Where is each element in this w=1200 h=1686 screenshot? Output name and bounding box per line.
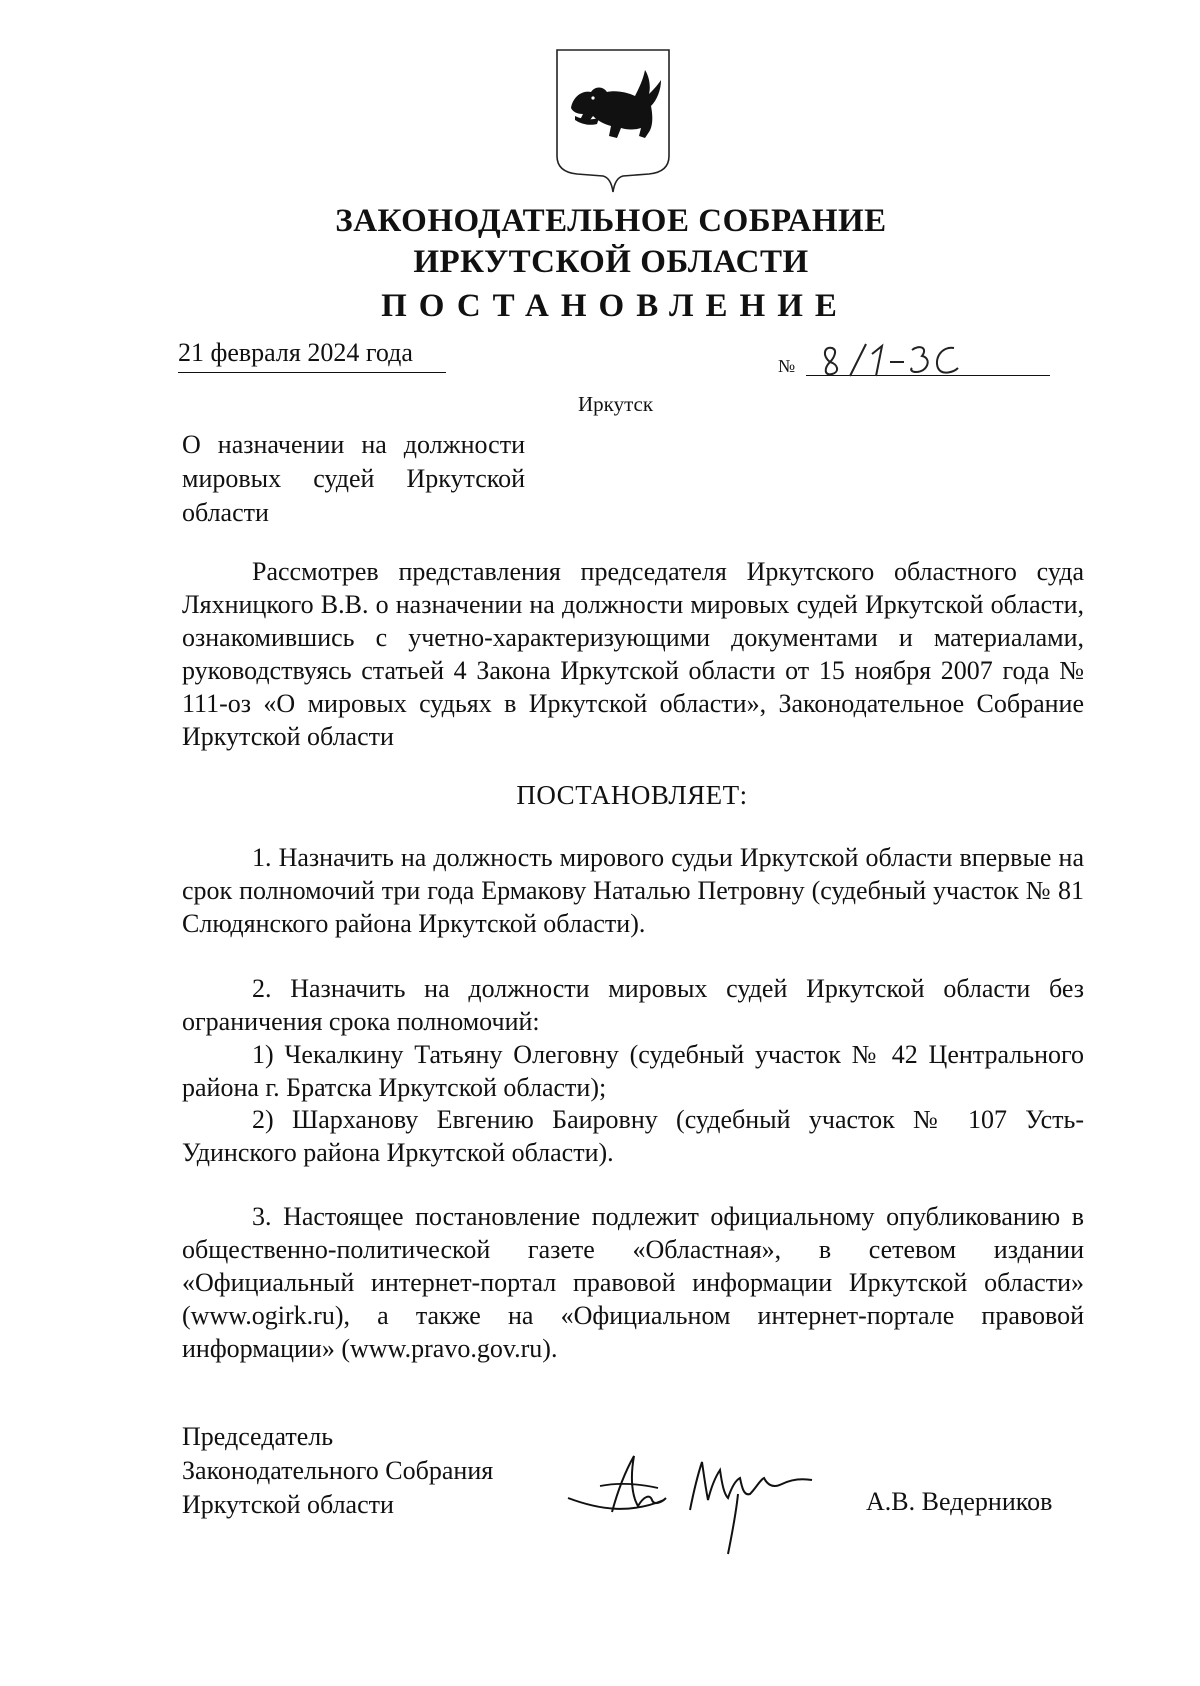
org-name-line2: ИРКУТСКОЙ ОБЛАСТИ bbox=[413, 244, 809, 280]
document-subject: О назначении на должности мировых судей Иркутской области bbox=[182, 430, 525, 527]
signer-title-line1: Председатель bbox=[182, 1422, 334, 1451]
decree-heading: ПОСТАНОВЛЯЕТ: bbox=[516, 780, 748, 810]
signer-title bbox=[182, 1420, 542, 1522]
paragraph-3: 3. Настоящее постановление подлежит официальному опубликованию в общественно-политической газете «Областная», в сетевом издании «Официальный интернет-портал правовой информации Иркутской области» (www.ogirk.ru), а также на «Официальном интернет-портале правовой информации» (www.pravo.gov.ru). bbox=[182, 1202, 1084, 1363]
document-date: 21 февраля 2024 года bbox=[178, 338, 446, 373]
intro-paragraph: Рассмотрев представления председателя Иркутского областного суда Ляхницкого В.В. о назначении на должности мировых судей Иркутской области, ознакомившись с учетно-характеризующими документами и материалами, руководствуясь статьей 4 Закона Иркутской области от 15 ноября 2007 года № 111-оз «О мировых судьях в Иркутской области», Законодательное Собрание Иркутской области bbox=[182, 557, 1084, 751]
paragraph-2: 2. Назначить на должности мировых судей Иркутской области без ограничения срока полномочий: bbox=[182, 974, 1084, 1036]
number-label: № bbox=[778, 356, 796, 376]
city-label: Иркутск bbox=[578, 392, 654, 416]
paragraph-1: 1. Назначить на должность мирового судьи Иркутской области впервые на срок полномочий три года Ермакову Наталью Петровну (судебный участок № 81 Слюдянского района Иркутской области). bbox=[182, 843, 1084, 938]
irkutsk-coat-of-arms-icon bbox=[553, 46, 673, 196]
signer-name: А.В. Ведерников bbox=[866, 1487, 1053, 1516]
document-type: ПОСТАНОВЛЕНИЕ bbox=[381, 288, 849, 324]
paragraph-2-item-1: 1) Чекалкину Татьяну Олеговну (судебный участок № 42 Центрального района г. Братска Иркутской области); bbox=[182, 1040, 1084, 1102]
signer-title-line2: Законодательного Собрания bbox=[182, 1456, 494, 1485]
org-name-line1: ЗАКОНОДАТЕЛЬНОЕ СОБРАНИЕ bbox=[335, 203, 887, 239]
handwritten-signature bbox=[560, 1440, 840, 1560]
paragraph-2-item-2: 2) Шарханову Евгению Баировну (судебный участок № 107 Усть-Удинского района Иркутской области). bbox=[182, 1105, 1084, 1167]
signer-title-line3: Иркутской области bbox=[182, 1490, 394, 1519]
handwritten-document-number bbox=[816, 340, 976, 380]
